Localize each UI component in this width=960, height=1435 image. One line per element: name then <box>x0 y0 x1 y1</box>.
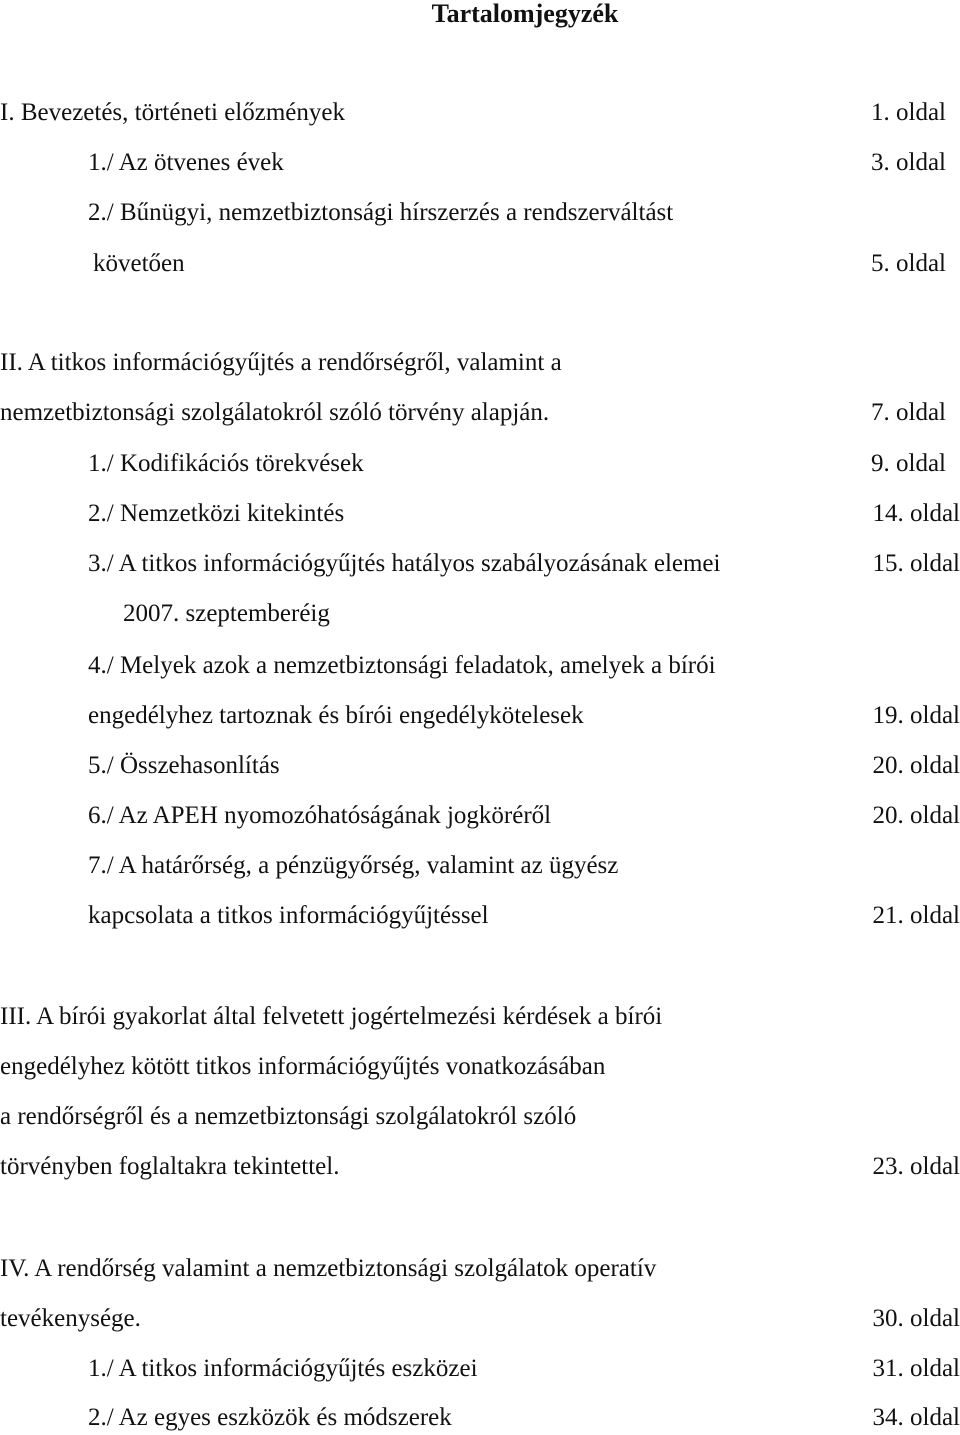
toc-entry-text: 2./ Bűnügyi, nemzetbiztonsági hírszerzés a rendszerváltást <box>88 199 674 226</box>
toc-entry-page: 23. oldal <box>872 1153 960 1180</box>
toc-entry-text: IV. A rendőrség valamint a nemzetbiztonsági szolgálatok operatív <box>0 1255 657 1282</box>
toc-entry-text: 1./ Kodifikációs törekvések <box>88 450 364 477</box>
toc-entry-page: 1. oldal <box>871 99 946 126</box>
toc-entry-text: törvényben foglaltakra tekintettel. <box>0 1153 340 1180</box>
toc-entry-page: 20. oldal <box>872 752 960 779</box>
toc-entry <box>0 1000 960 1034</box>
toc-entry-text: 1./ A titkos információgyűjtés eszközei <box>88 1355 478 1382</box>
toc-entry <box>0 1100 960 1134</box>
toc-entry-text: kapcsolata a titkos információgyűjtéssel <box>88 902 489 929</box>
toc-entry-text: 2007. szeptemberéig <box>123 600 330 627</box>
toc-entry-text: engedélyhez tartoznak és bírói engedélykötelesek <box>88 702 584 729</box>
toc-entry <box>0 749 960 783</box>
toc-entry-text: 3./ A titkos információgyűjtés hatályos szabályozásának elemei <box>88 550 721 577</box>
toc-entry-page: 5. oldal <box>871 250 946 277</box>
toc-entry-text: 7./ A határőrség, a pénzügyőrség, valamint az ügyész <box>88 852 619 879</box>
toc-entry-text: 1./ Az ötvenes évek <box>88 149 284 176</box>
toc-entry-text: 2./ Az egyes eszközök és módszerek <box>88 1404 452 1431</box>
toc-entry <box>0 247 946 281</box>
toc-entry <box>0 447 946 481</box>
toc-entry-text: 4./ Melyek azok a nemzetbiztonsági feladatok, amelyek a bírói <box>88 652 716 679</box>
toc-entry-text: tevékenysége. <box>0 1305 141 1332</box>
toc-entry-text: a rendőrségről és a nemzetbiztonsági szolgálatokról szóló <box>0 1103 577 1130</box>
toc-entry-page: 14. oldal <box>872 500 960 527</box>
toc-entry-page: 3. oldal <box>871 149 946 176</box>
toc-entry <box>0 1352 960 1386</box>
toc-entry <box>0 1401 960 1435</box>
toc-entry-page: 30. oldal <box>872 1305 960 1332</box>
toc-entry <box>0 849 960 883</box>
toc-entry <box>0 699 960 733</box>
toc-entry <box>0 799 960 833</box>
toc-entry-text: III. A bírói gyakorlat által felvetett jogértelmezési kérdések a bírói <box>0 1003 663 1030</box>
toc-entry <box>0 547 960 581</box>
toc-entry-page: 34. oldal <box>872 1404 960 1431</box>
toc-entry-page: 20. oldal <box>872 802 960 829</box>
toc-entry-page: 9. oldal <box>871 450 946 477</box>
document-title: Tartalomjegyzék <box>431 0 619 28</box>
toc-entry-page: 19. oldal <box>872 702 960 729</box>
toc-entry-page: 21. oldal <box>872 902 960 929</box>
toc-entry <box>0 597 960 631</box>
toc-entry-text: 2./ Nemzetközi kitekintés <box>88 500 345 527</box>
toc-entry <box>0 649 960 683</box>
toc-entry-text: engedélyhez kötött titkos információgyűjtés vonatkozásában <box>0 1053 606 1080</box>
toc-entry <box>0 396 946 430</box>
toc-entry <box>0 146 946 180</box>
toc-entry-page: 15. oldal <box>872 550 960 577</box>
toc-entry-page: 7. oldal <box>871 399 946 426</box>
toc-entry-page: 31. oldal <box>872 1355 960 1382</box>
toc-entry-text: követően <box>93 250 185 277</box>
toc-entry-text: 6./ Az APEH nyomozóhatóságának jogköréről <box>88 802 552 829</box>
toc-entry <box>0 346 946 380</box>
toc-entry <box>0 497 960 531</box>
toc-entry-text: 5./ Összehasonlítás <box>88 752 280 779</box>
toc-entry <box>0 1252 960 1286</box>
toc-entry <box>0 196 946 230</box>
toc-entry-text: nemzetbiztonsági szolgálatokról szóló törvény alapján. <box>0 399 550 426</box>
toc-entry <box>0 1302 960 1336</box>
toc-entry <box>0 1050 960 1084</box>
toc-entry <box>0 96 946 130</box>
toc-entry <box>0 1150 960 1184</box>
toc-entry-text: I. Bevezetés, történeti előzmények <box>0 99 345 126</box>
toc-entry <box>0 899 960 933</box>
toc-entry-text: II. A titkos információgyűjtés a rendőrségről, valamint a <box>0 349 562 376</box>
